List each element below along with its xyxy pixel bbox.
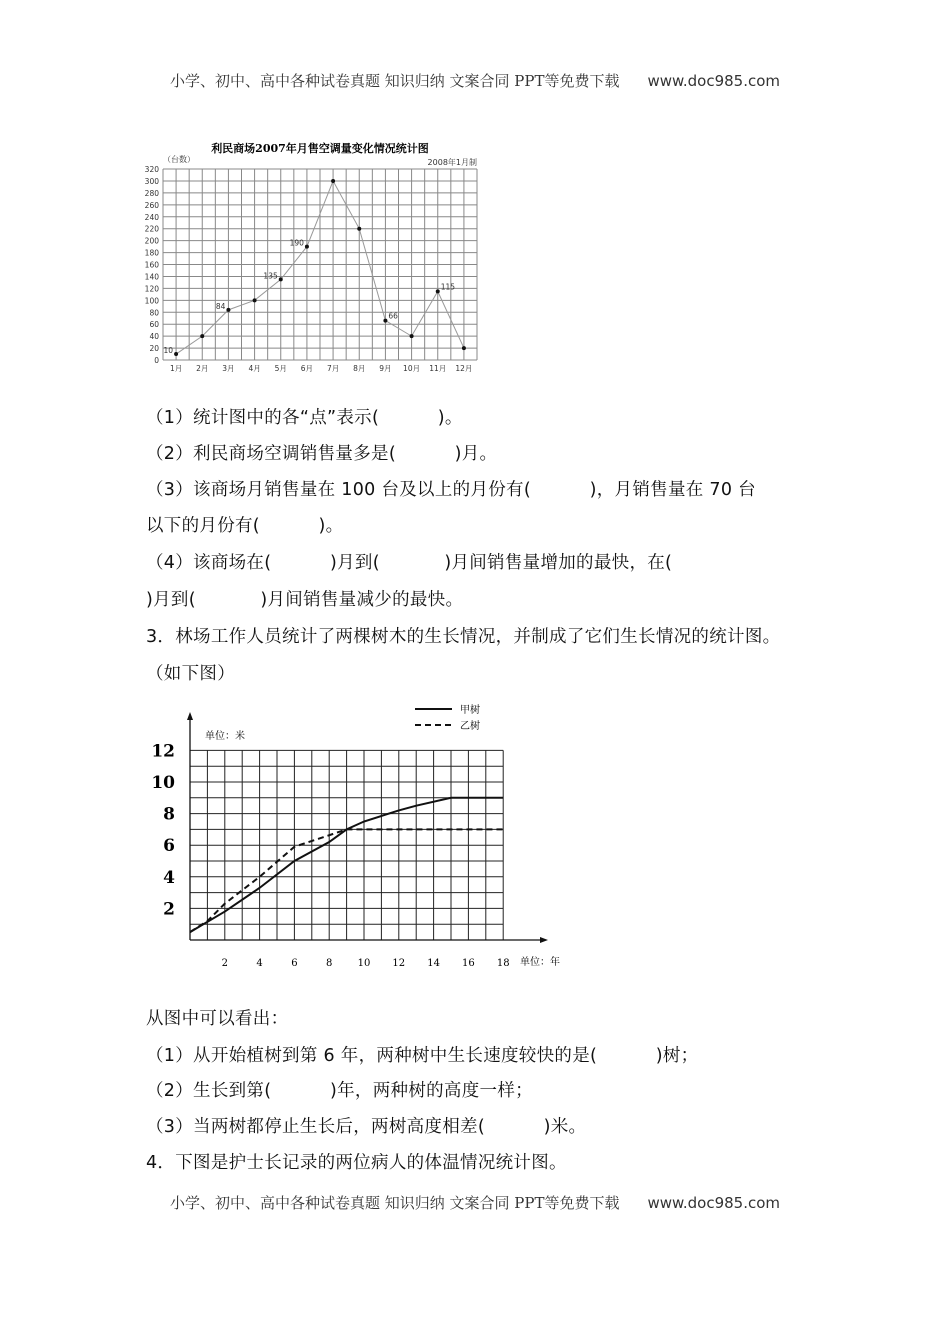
y-tick-label: 220 [144, 224, 159, 234]
y-tick-label: 0 [154, 356, 159, 365]
x-tick-label: 10月 [403, 364, 421, 373]
y-axis-label: （台数） [163, 155, 195, 164]
y-tick-label: 12 [151, 741, 175, 762]
y-tick-label: 2 [163, 899, 175, 920]
y-tick-label: 160 [144, 260, 159, 270]
q3-sub-2: （2）生长到第( )年，两种树的高度一样； [146, 1081, 533, 1101]
x-tick-label: 6 [291, 958, 298, 969]
y-tick-label: 280 [144, 188, 159, 198]
q3-title-2: （如下图） [146, 664, 235, 684]
x-tick-label: 6月 [300, 364, 314, 373]
q2-line-5: （4）该商场在( )月到( )月间销售量增加的最快，在( [146, 553, 673, 573]
y-tick-label: 120 [144, 284, 159, 294]
y-tick-label: 300 [144, 176, 159, 186]
x-tick-label: 5月 [274, 364, 287, 373]
chart-title: 利民商场2007年月售空调量变化情况统计图 [211, 142, 429, 155]
y-tick-label: 180 [144, 248, 159, 258]
x-tick-label: 2 [221, 958, 228, 969]
x-tick-label: 9月 [379, 364, 392, 373]
data-label: 115 [440, 282, 456, 292]
data-label: 190 [289, 238, 304, 248]
x-tick-label: 1月 [169, 364, 183, 373]
x-tick-label: 3月 [222, 364, 235, 373]
legend-label: 乙树 [460, 721, 480, 732]
y-tick-label: 240 [144, 212, 159, 222]
q2-line-1: （1）统计图中的各“点”表示( )。 [146, 408, 463, 428]
y-tick-label: 8 [163, 804, 175, 825]
header-text: 小学、初中、高中各种试卷真题 知识归纳 文案合同 PPT等免费下载 [169, 72, 620, 90]
x-tick-label: 8月 [353, 364, 366, 373]
header-site: www.doc985.com [647, 72, 781, 90]
x-tick-label: 18 [496, 958, 510, 969]
y-tick-label: 20 [149, 344, 159, 354]
x-tick-label: 12 [392, 958, 406, 969]
x-tick-label: 12月 [455, 364, 473, 373]
data-label: 10 [163, 346, 174, 356]
y-tick-label: 10 [151, 773, 175, 793]
q3-sub-3: （3）当两树都停止生长后，两树高度相差( )米。 [146, 1117, 587, 1137]
data-label: 66 [388, 311, 398, 321]
y-axis-arrow [187, 712, 193, 720]
page-footer [0, 1192, 950, 1213]
x-axis-arrow [540, 937, 548, 943]
y-tick-label: 260 [144, 200, 159, 210]
y-tick-label: 6 [163, 836, 175, 857]
y-tick-label: 200 [144, 236, 159, 246]
x-tick-label: 7月 [326, 364, 340, 373]
x-tick-label: 10 [357, 958, 371, 969]
y-tick-label: 100 [144, 296, 159, 306]
q3-sub-intro: 从图中可以看出： [146, 1009, 289, 1029]
q4-title: 4．下图是护士长记录的两位病人的体温情况统计图。 [146, 1153, 567, 1173]
footer-text: 小学、初中、高中各种试卷真题 知识归纳 文案合同 PPT等免费下载 [169, 1194, 620, 1212]
x-tick-label: 14 [427, 958, 440, 969]
y-tick-label: 60 [149, 320, 159, 330]
y-tick-label: 140 [144, 272, 159, 282]
chart-note: 2008年1月制 [427, 158, 477, 167]
x-tick-label: 4月 [248, 364, 261, 373]
y-axis-label: 单位：米 [205, 731, 245, 742]
x-tick-label: 11月 [429, 364, 447, 373]
footer-site: www.doc985.com [647, 1194, 781, 1212]
y-tick-label: 320 [144, 165, 159, 174]
data-label: 84 [215, 301, 226, 311]
y-tick-label: 80 [149, 308, 159, 318]
x-tick-label: 2月 [196, 364, 209, 373]
q3-sub-1: （1）从开始植树到第 6 年，两种树中生长速度较快的是( )树； [146, 1046, 699, 1066]
y-tick-label: 40 [149, 332, 159, 342]
y-tick-label: 4 [163, 867, 175, 888]
x-tick-label: 4 [256, 958, 263, 969]
q2-line-6: )月到( )月间销售量减少的最快。 [146, 590, 464, 610]
legend-label: 甲树 [460, 705, 480, 716]
x-tick-label: 8 [326, 958, 333, 969]
q2-line-3: （3）该商场月销售量在 100 台及以上的月份有( )，月销售量在 70 台 [146, 480, 756, 500]
q3-title: 3．林场工作人员统计了两棵树木的生长情况，并制成了它们生长情况的统计图。 [146, 627, 781, 647]
data-label: 135 [263, 271, 278, 281]
q2-line-2: （2）利民商场空调销售量多是( )月。 [146, 444, 498, 464]
x-tick-label: 16 [462, 958, 475, 969]
x-axis-label: 单位：年 [520, 957, 560, 968]
q2-line-4: 以下的月份有( )。 [146, 516, 344, 536]
